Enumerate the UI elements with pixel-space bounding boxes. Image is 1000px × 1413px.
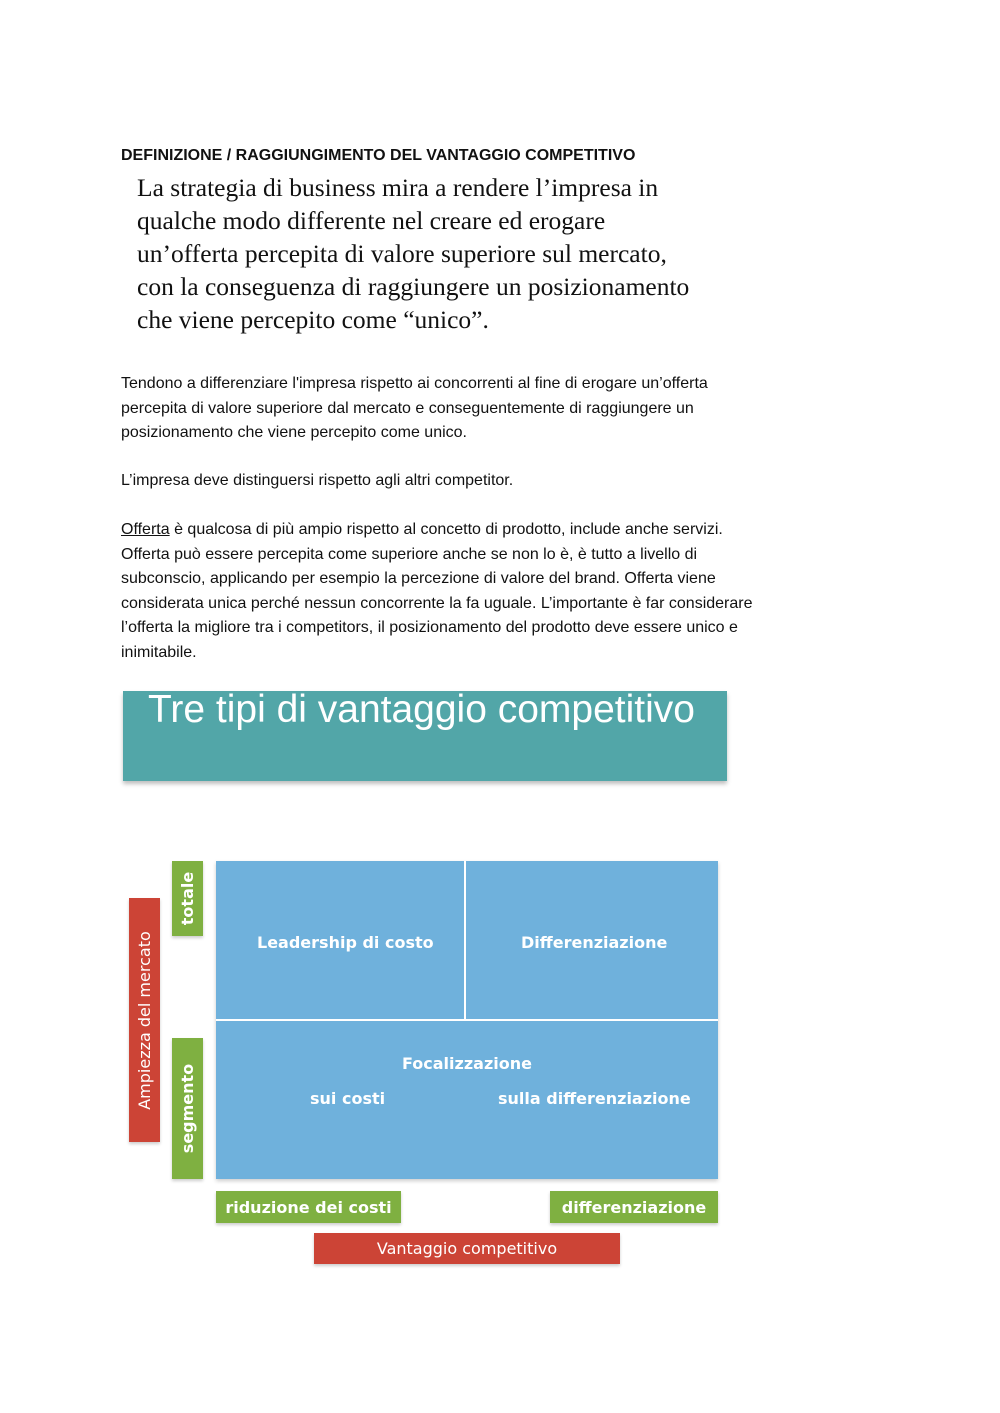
paragraph-line: l’offerta la migliore tra i competitors, il posizionamento del prodotto deve essere unico e xyxy=(121,619,738,636)
x-axis-right-label: differenziazione xyxy=(561,1197,707,1217)
y-axis-bottom-box xyxy=(172,1038,203,1179)
y-axis-top-box xyxy=(172,861,203,936)
quote-line: un’offerta percepita di valore superiore sul mercato, xyxy=(137,239,667,268)
paragraph-line: inimitabile. xyxy=(121,643,197,661)
cell-leadership-di-costo: Leadership di costo xyxy=(257,933,434,952)
matrix-divider-vertical xyxy=(464,861,466,1019)
y-axis-bottom-label: segmento xyxy=(178,1063,198,1154)
paragraph-line xyxy=(121,518,871,543)
x-axis-right-box xyxy=(550,1191,718,1223)
paragraph-line: considerata unica perché nessun concorrente la fa uguale. L’importante è far considerare xyxy=(121,594,753,612)
paragraph-text: è qualcosa di più ampio rispetto al concetto di prodotto, include anche servizi. xyxy=(169,521,723,538)
quote-line: La strategia di business mira a rendere l’impresa in xyxy=(137,173,659,202)
cell-sui-costi: sui costi xyxy=(310,1089,386,1108)
paragraph-line: subconscio, applicando per esempio la percezione di valore del brand. Offerta viene xyxy=(121,570,716,587)
cell-differenziazione: Differenziazione xyxy=(521,933,668,952)
paragraph-line: Offerta può essere percepita come superiore anche se non lo è, è tutto a livello di xyxy=(121,545,698,563)
paragraph-line: Tendono a differenziare l'impresa rispetto ai concorrenti al fine di erogare un’offerta xyxy=(121,375,708,392)
cell-focalizzazione: Focalizzazione xyxy=(402,1054,532,1073)
paragraph-3 xyxy=(121,518,871,665)
paragraph-1 xyxy=(121,372,871,446)
cell-sulla-differenziazione: sulla differenziazione xyxy=(498,1089,691,1108)
quote-line: che viene percepito come “unico”. xyxy=(137,305,489,334)
y-axis-label-box xyxy=(129,898,160,1142)
x-axis-left-box xyxy=(216,1191,401,1223)
diagram-title: Tre tipi di vantaggio competitivo xyxy=(148,691,695,731)
quote-line: qualche modo differente nel creare ed erogare xyxy=(137,206,606,235)
x-axis-label-box xyxy=(314,1233,620,1264)
diagram-title-banner xyxy=(123,691,727,781)
x-axis-left-label: riduzione dei costi xyxy=(225,1197,392,1217)
paragraph-2: L’impresa deve distinguersi rispetto agli altri competitor. xyxy=(121,472,514,489)
paragraph-line: posizionamento che viene percepito come unico. xyxy=(121,424,467,441)
y-axis-label: Ampiezza del mercato xyxy=(135,930,155,1110)
offerta-term: Offerta xyxy=(121,521,170,538)
matrix-divider-horizontal xyxy=(216,1019,718,1021)
section-heading: DEFINIZIONE / RAGGIUNGIMENTO DEL VANTAGGIO COMPETITIVO xyxy=(121,147,636,164)
x-axis-label: Vantaggio competitivo xyxy=(376,1239,558,1258)
y-axis-top-label: totale xyxy=(178,871,198,926)
strategy-matrix xyxy=(216,861,718,1179)
paragraph-line: percepita di valore superiore dal mercato e conseguentemente di raggiungere un xyxy=(121,399,694,417)
quote-block xyxy=(137,171,777,336)
quote-line: con la conseguenza di raggiungere un posizionamento xyxy=(137,272,690,301)
